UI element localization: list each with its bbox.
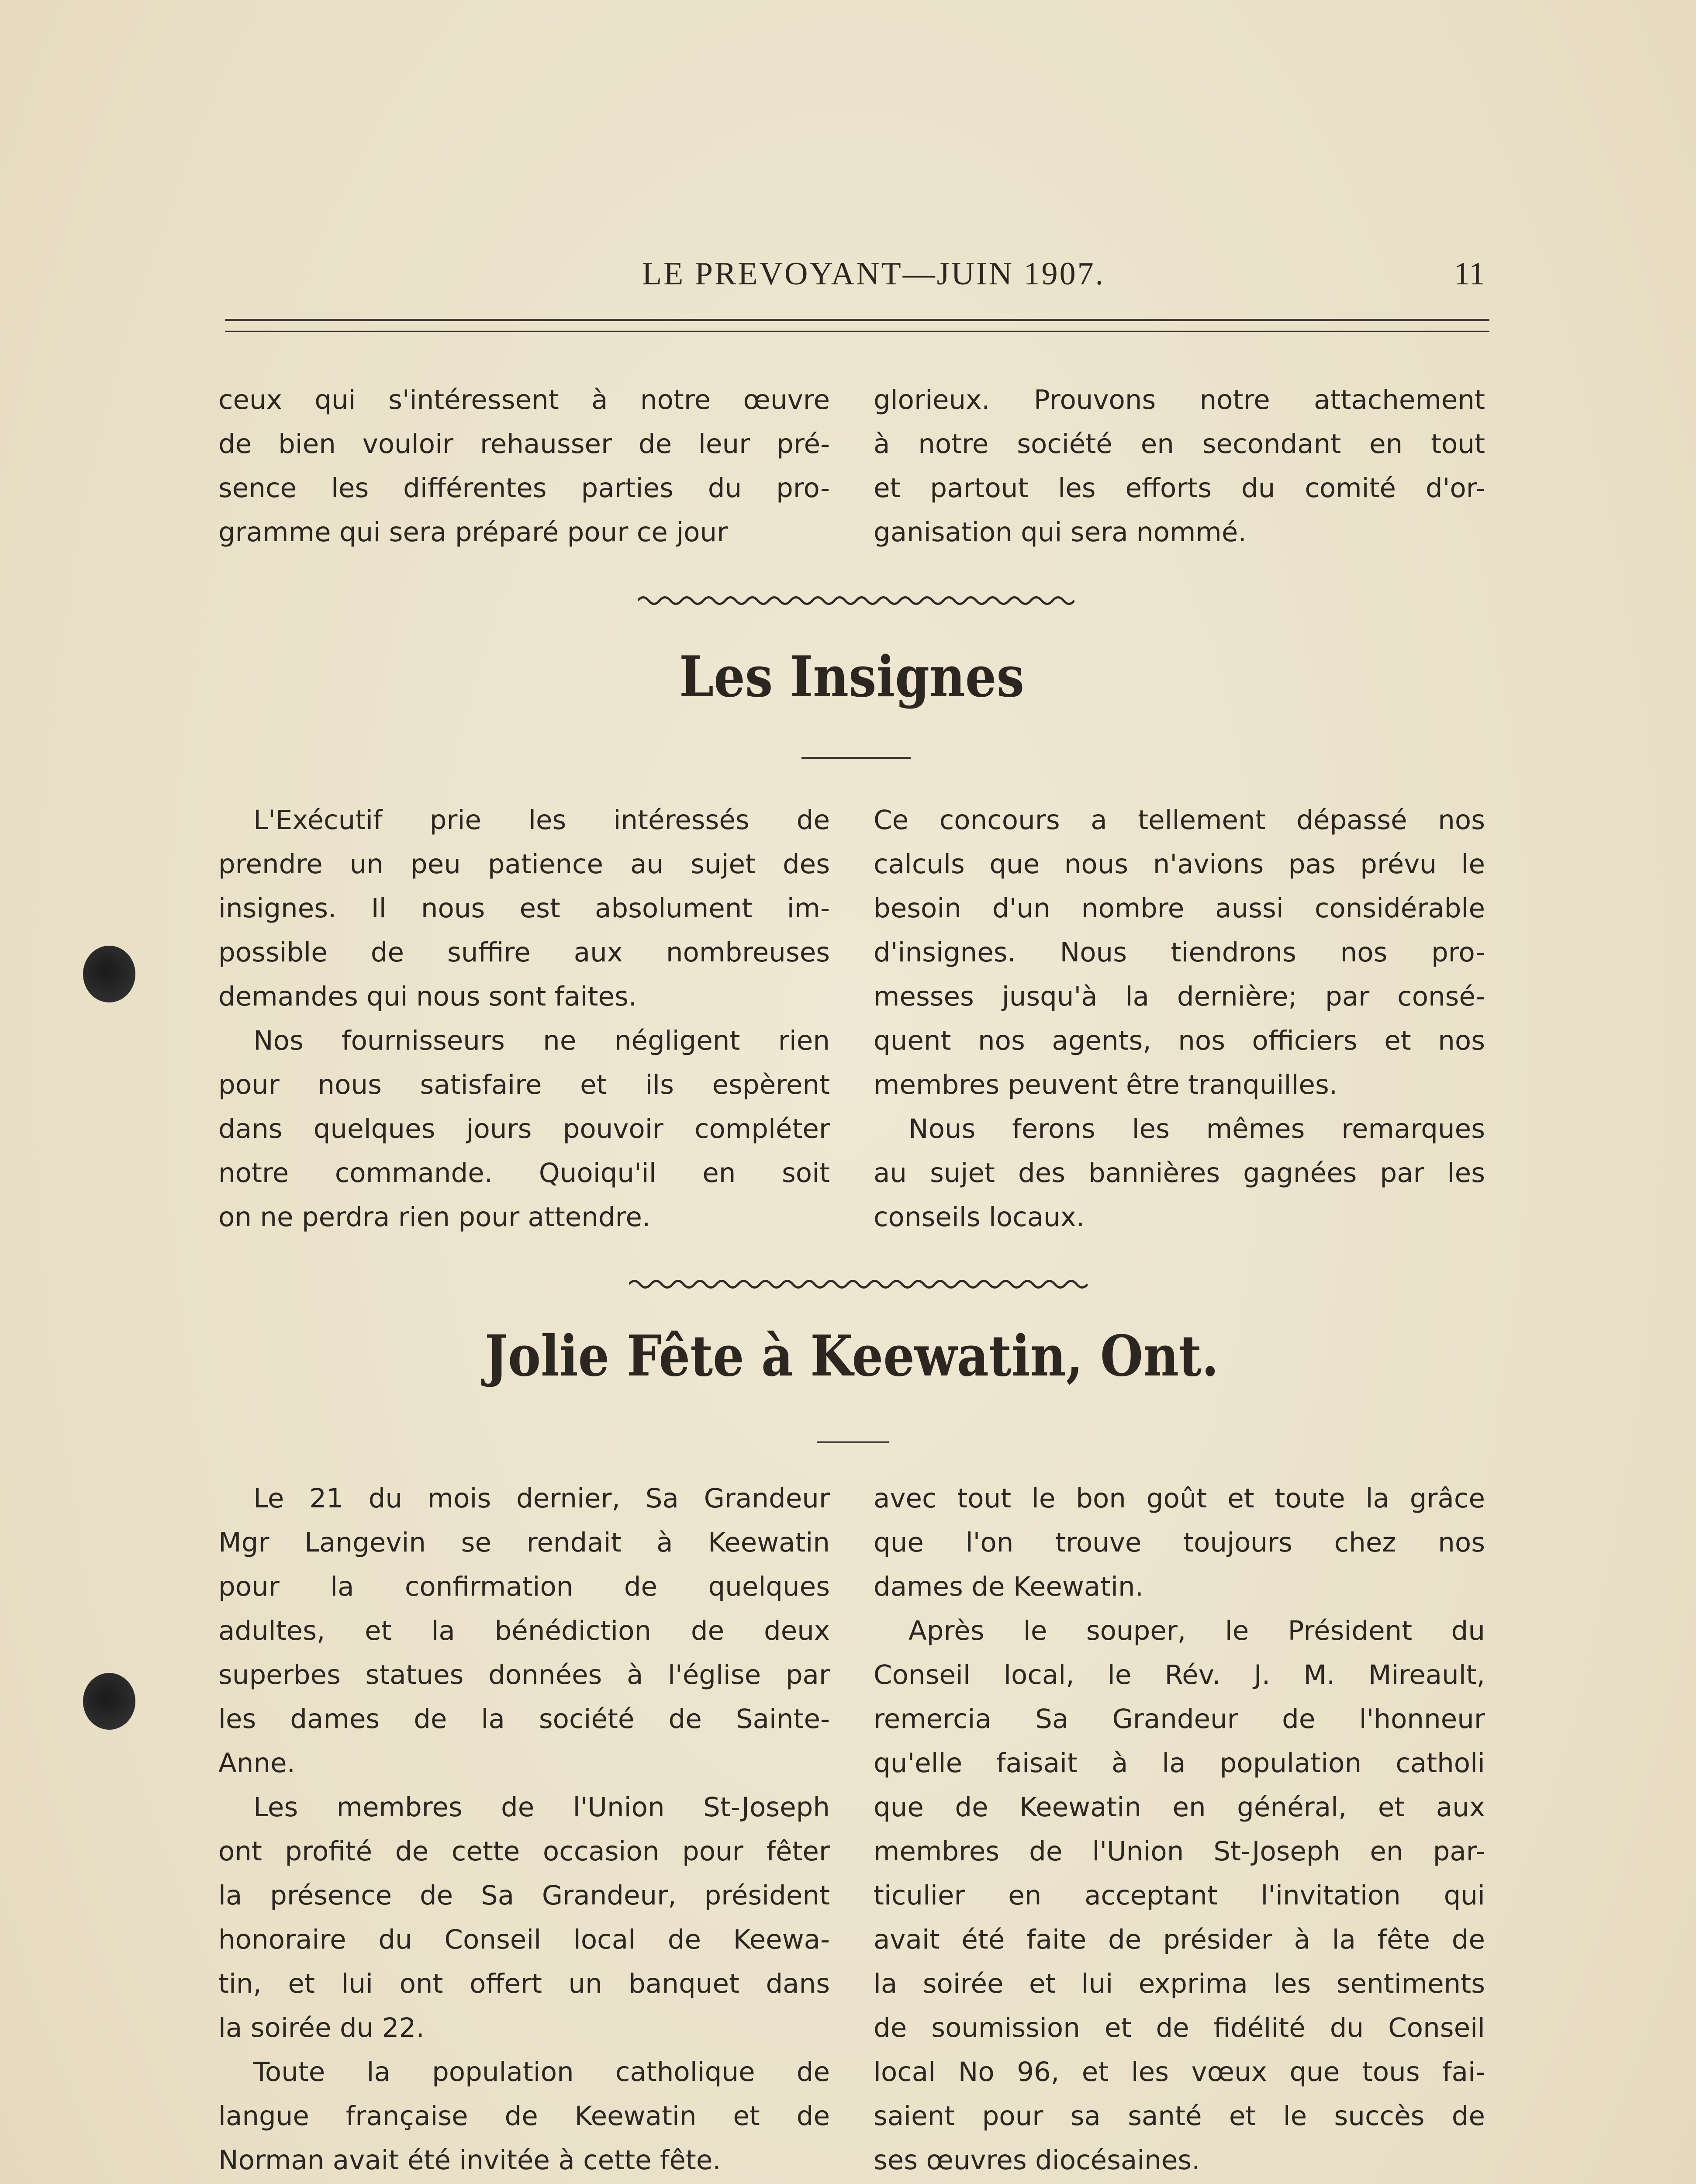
- keewatin-right-column: [874, 1476, 1485, 2184]
- text-line: Les membres de l'Union St-Joseph: [253, 1792, 830, 1823]
- text-line: quent nos agents, nos officiers et nos: [874, 1025, 1485, 1056]
- paragraph: [218, 1785, 830, 2050]
- headline-underline-2: [817, 1441, 889, 1443]
- text-line: glorieux. Prouvons notre attachement: [874, 384, 1485, 415]
- header-double-rule: [225, 319, 1489, 332]
- text-line: que de Keewatin en général, et aux: [874, 1792, 1485, 1823]
- text-line: messes jusqu'à la dernière; par consé-: [874, 981, 1485, 1012]
- text-line: à notre société en secondant en tout: [874, 429, 1485, 460]
- headline-les-insignes: Les Insignes: [679, 644, 1025, 710]
- text-line: avait été faite de présider à la fête de: [874, 1924, 1485, 1955]
- text-line: L'Exécutif prie les intéressés de: [253, 805, 830, 836]
- paragraph: [874, 1609, 1485, 2182]
- page-number: 11: [1454, 256, 1485, 292]
- text-line: langue française de Keewatin et de: [218, 2101, 830, 2132]
- text-line: superbes statues données à l'église par: [218, 1659, 830, 1690]
- keewatin-left-column: [218, 1476, 830, 2184]
- text-line: de soumission et de fidélité du Conseil: [874, 2012, 1485, 2043]
- text-line: local No 96, et les vœux que tous fai-: [874, 2056, 1485, 2087]
- text-line: prendre un peu patience au sujet des: [218, 849, 830, 880]
- text-line: ont profité de cette occasion pour fêter: [218, 1836, 830, 1867]
- text-line: besoin d'un nombre aussi considérable: [874, 893, 1485, 924]
- text-line: sence les différentes parties du pro-: [218, 473, 830, 504]
- paragraph: [218, 798, 830, 1019]
- text-line: de bien vouloir rehausser de leur pré-: [218, 429, 830, 460]
- text-line: et partout les efforts du comité d'or-: [874, 473, 1485, 504]
- text-line: Toute la population catholique de: [253, 2056, 830, 2087]
- insignes-left-column: [218, 798, 830, 1239]
- text-line: saient pour sa santé et le succès de: [874, 2101, 1485, 2132]
- paragraph: [218, 1019, 830, 1239]
- text-line: ses œuvres diocésaines.: [874, 2145, 1200, 2176]
- text-line: Le 21 du mois dernier, Sa Grandeur: [253, 1483, 830, 1514]
- headline-underline-1: [801, 757, 911, 759]
- text-line: conseils locaux.: [874, 1202, 1085, 1233]
- wavy-divider-2: [629, 1278, 1088, 1291]
- paragraph: [874, 1476, 1485, 1609]
- text-line: les dames de la société de Sainte-: [218, 1704, 830, 1735]
- text-line: notre commande. Quoiqu'il en soit: [218, 1158, 830, 1189]
- running-head-title: LE PREVOYANT—JUIN 1907.: [642, 256, 1105, 292]
- paragraph: [874, 798, 1485, 1107]
- text-line: demandes qui nous sont faites.: [218, 981, 637, 1012]
- text-line: dans quelques jours pouvoir compléter: [218, 1113, 830, 1144]
- text-line: Anne.: [218, 1748, 295, 1779]
- text-line: que l'on trouve toujours chez nos: [874, 1527, 1485, 1558]
- headline-keewatin: Jolie Fête à Keewatin, Ont.: [484, 1324, 1219, 1389]
- binding-hole-bottom: [83, 1673, 135, 1730]
- paragraph: [874, 2182, 1485, 2184]
- text-line: membres peuvent être tranquilles.: [874, 1069, 1338, 1100]
- paragraph: [218, 1476, 830, 1785]
- text-line: la soirée du 22.: [218, 2012, 425, 2043]
- intro-left-column: [218, 378, 830, 554]
- text-line: Nous ferons les mêmes remarques: [908, 1113, 1485, 1144]
- text-line: honoraire du Conseil local de Keewa-: [218, 1924, 830, 1955]
- text-line: membres de l'Union St-Joseph en par-: [874, 1836, 1485, 1867]
- wavy-divider-1: [638, 594, 1074, 607]
- text-line: calculs que nous n'avions pas prévu le: [874, 849, 1485, 880]
- text-line: Nos fournisseurs ne négligent rien: [253, 1025, 830, 1056]
- text-line: remercia Sa Grandeur de l'honneur: [874, 1704, 1485, 1735]
- text-line: on ne perdra rien pour attendre.: [218, 1202, 651, 1233]
- text-line: possible de suffire aux nombreuses: [218, 937, 830, 968]
- text-line: Norman avait été invitée à cette fête.: [218, 2145, 721, 2176]
- text-line: tin, et lui ont offert un banquet dans: [218, 1968, 830, 1999]
- running-head: [218, 256, 1485, 304]
- intro-right-column: [874, 378, 1485, 554]
- text-line: la soirée et lui exprima les sentiments: [874, 1968, 1485, 1999]
- paragraph: [218, 2050, 830, 2182]
- text-line: Mgr Langevin se rendait à Keewatin: [218, 1527, 830, 1558]
- paragraph: [874, 1107, 1485, 1239]
- text-line: qu'elle faisait à la population catholi: [874, 1748, 1485, 1779]
- text-line: au sujet des bannières gagnées par les: [874, 1158, 1485, 1189]
- text-line: Ce concours a tellement dépassé nos: [874, 805, 1485, 836]
- paragraph: [218, 2182, 830, 2184]
- text-line: ticulier en acceptant l'invitation qui: [874, 1880, 1485, 1911]
- text-line: avec tout le bon goût et toute la grâce: [874, 1483, 1485, 1514]
- text-line: [218, 2182, 830, 2184]
- text-line: ganisation qui sera nommé.: [874, 517, 1247, 548]
- text-line: Après le souper, le Président du: [908, 1615, 1485, 1646]
- text-line: [874, 2182, 1485, 2184]
- text-line: pour nous satisfaire et ils espèrent: [218, 1069, 830, 1100]
- insignes-right-column: [874, 798, 1485, 1239]
- text-line: pour la confirmation de quelques: [218, 1571, 830, 1602]
- text-line: d'insignes. Nous tiendrons nos pro-: [874, 937, 1485, 968]
- text-line: adultes, et la bénédiction de deux: [218, 1615, 830, 1646]
- text-line: la présence de Sa Grandeur, président: [218, 1880, 830, 1911]
- text-line: insignes. Il nous est absolument im-: [218, 893, 830, 924]
- binding-hole-top: [83, 946, 135, 1002]
- text-line: Conseil local, le Rév. J. M. Mireault,: [874, 1659, 1485, 1690]
- text-line: dames de Keewatin.: [874, 1571, 1144, 1602]
- text-line: gramme qui sera préparé pour ce jour: [218, 517, 728, 548]
- text-line: ceux qui s'intéressent à notre œuvre: [218, 384, 830, 415]
